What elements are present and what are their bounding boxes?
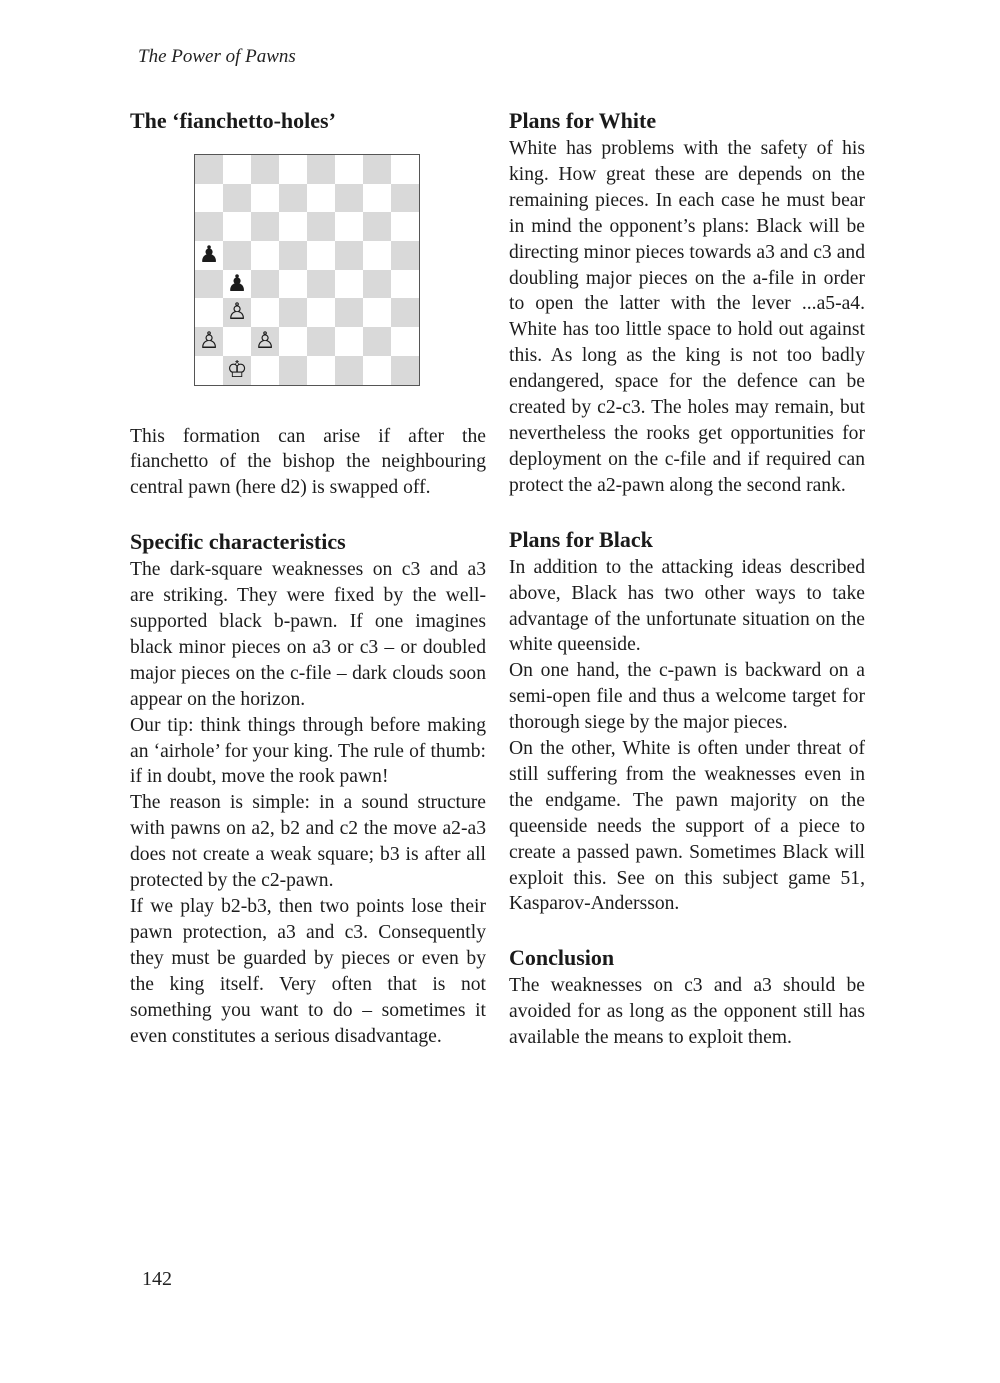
square-e1: [307, 356, 335, 385]
square-f7: [335, 184, 363, 213]
square-h6: [391, 212, 419, 241]
right-column: [509, 106, 865, 1051]
square-c6: [251, 212, 279, 241]
section-heading-fianchetto-holes: The ‘fianchetto-holes’: [130, 108, 336, 133]
square-a8: [195, 155, 223, 184]
square-c4: [251, 270, 279, 299]
square-f6: [335, 212, 363, 241]
square-d3: [279, 298, 307, 327]
square-e4: [307, 270, 335, 299]
square-g4: [363, 270, 391, 299]
square-d1: [279, 356, 307, 385]
left-column: [130, 106, 486, 1049]
chess-board: [194, 154, 420, 386]
square-f3: [335, 298, 363, 327]
square-f8: [335, 155, 363, 184]
square-a7: [195, 184, 223, 213]
square-h1: [391, 356, 419, 385]
square-d4: [279, 270, 307, 299]
square-g6: [363, 212, 391, 241]
square-h7: [391, 184, 419, 213]
plans-white-paragraph: White has problems with the safety of his king. How great these are depends on the remaining pieces. In each case he must bear in mind the opponent’s plans: Black will be directing minor pieces towards a3 and c3 and doubling major pieces on the a-file in order to open the latter with the lever ...a5-a4. White has too little space to hold out against this. As long as the king is not too badly endangered, space for the defence can be created by c2-c3. The holes may remain, but nevertheless the rooks get opportunities for deployment on the c-file and if required can protect the a2-pawn along the second rank.: [509, 138, 865, 496]
square-d5: [279, 241, 307, 270]
square-e5: [307, 241, 335, 270]
conclusion-paragraph: The weaknesses on c3 and a3 should be avoided for as long as the opponent still has available the means to exploit them.: [509, 975, 865, 1049]
square-c1: [251, 356, 279, 385]
characteristics-paragraph-2: Our tip: think things through before making an ‘airhole’ for your king. The rule of thumb: if in doubt, move the rook pawn!: [130, 714, 486, 788]
plans-black-paragraph-2: On one hand, the c-pawn is backward on a semi-open file and thus a welcome target for thorough siege by the major pieces.: [509, 660, 865, 734]
square-a5: [195, 241, 223, 270]
square-d7: [279, 184, 307, 213]
square-a3: [195, 298, 223, 327]
square-a2: [195, 327, 223, 356]
square-g7: [363, 184, 391, 213]
square-e6: [307, 212, 335, 241]
square-b7: [223, 184, 251, 213]
square-f5: [335, 241, 363, 270]
section-heading-conclusion: Conclusion: [509, 945, 615, 971]
square-e3: [307, 298, 335, 327]
square-f4: [335, 270, 363, 299]
characteristics-paragraph-4: If we play b2-b3, then two points lose their pawn protection, a3 and c3. Consequently they must be guarded by pieces or even by the king itself. Very often that is not something you want to do – sometimes it even constitutes a serious disadvantage.: [130, 896, 486, 1047]
square-e8: [307, 155, 335, 184]
square-c5: [251, 241, 279, 270]
square-c3: [251, 298, 279, 327]
piece-a5: ♟: [198, 241, 220, 268]
piece-c2: ♙: [254, 327, 276, 354]
square-g5: [363, 241, 391, 270]
plans-black-paragraph-1: In addition to the attacking ideas described above, Black has two other ways to take advantage of the unfortunate situation on the white queenside.: [509, 556, 865, 656]
square-g2: [363, 327, 391, 356]
square-b4: [223, 270, 251, 299]
square-a6: [195, 212, 223, 241]
piece-b1: ♔: [226, 356, 248, 383]
square-f1: [335, 356, 363, 385]
square-h8: [391, 155, 419, 184]
square-d6: [279, 212, 307, 241]
square-a1: [195, 356, 223, 385]
running-head: The Power of Pawns: [138, 46, 296, 67]
page-number: 142: [142, 1268, 172, 1290]
section-heading-specific-characteristics: Specific characteristics: [130, 529, 346, 555]
square-b2: [223, 327, 251, 356]
square-c7: [251, 184, 279, 213]
square-b3: [223, 298, 251, 327]
square-b6: [223, 212, 251, 241]
square-c8: [251, 155, 279, 184]
square-d8: [279, 155, 307, 184]
square-b5: [223, 241, 251, 270]
square-h3: [391, 298, 419, 327]
chess-diagram: [194, 154, 420, 386]
plans-black-paragraph-3: On the other, White is often under threat of still suffering from the weaknesses even in the endgame. The pawn majority on the queenside needs the support of a piece to create a passed pawn. Sometimes Black will exploit this. See on this subject game 51, Kasparov-Andersson.: [509, 738, 865, 915]
square-h2: [391, 327, 419, 356]
square-f2: [335, 327, 363, 356]
square-a4: [195, 270, 223, 299]
square-h4: [391, 270, 419, 299]
square-g3: [363, 298, 391, 327]
characteristics-paragraph-1: The dark-square weaknesses on c3 and a3 are striking. They were fixed by the well-supported black b-pawn. If one imagines black minor pieces on a3 or c3 – or doubled major pieces on the c-file – dark clouds soon appear on the horizon.: [130, 559, 486, 710]
piece-b3: ♙: [226, 299, 248, 326]
square-h5: [391, 241, 419, 270]
square-e2: [307, 327, 335, 356]
square-g1: [363, 356, 391, 385]
section-heading-plans-for-black: Plans for Black: [509, 526, 653, 552]
square-b1: [223, 356, 251, 385]
square-e7: [307, 184, 335, 213]
intro-paragraph: This formation can arise if after the fianchetto of the bishop the neighbouring central pawn (here d2) is swapped off.: [130, 425, 486, 499]
section-heading-plans-for-white: Plans for White: [509, 108, 657, 133]
piece-b4: ♟: [226, 270, 248, 297]
characteristics-paragraph-3: The reason is simple: in a sound structure with pawns on a2, b2 and c2 the move a2-a3 does not create a weak square; b3 is after all protected by the c2-pawn.: [130, 792, 486, 892]
square-d2: [279, 327, 307, 356]
piece-a2: ♙: [198, 327, 220, 354]
square-g8: [363, 155, 391, 184]
square-c2: [251, 327, 279, 356]
square-b8: [223, 155, 251, 184]
